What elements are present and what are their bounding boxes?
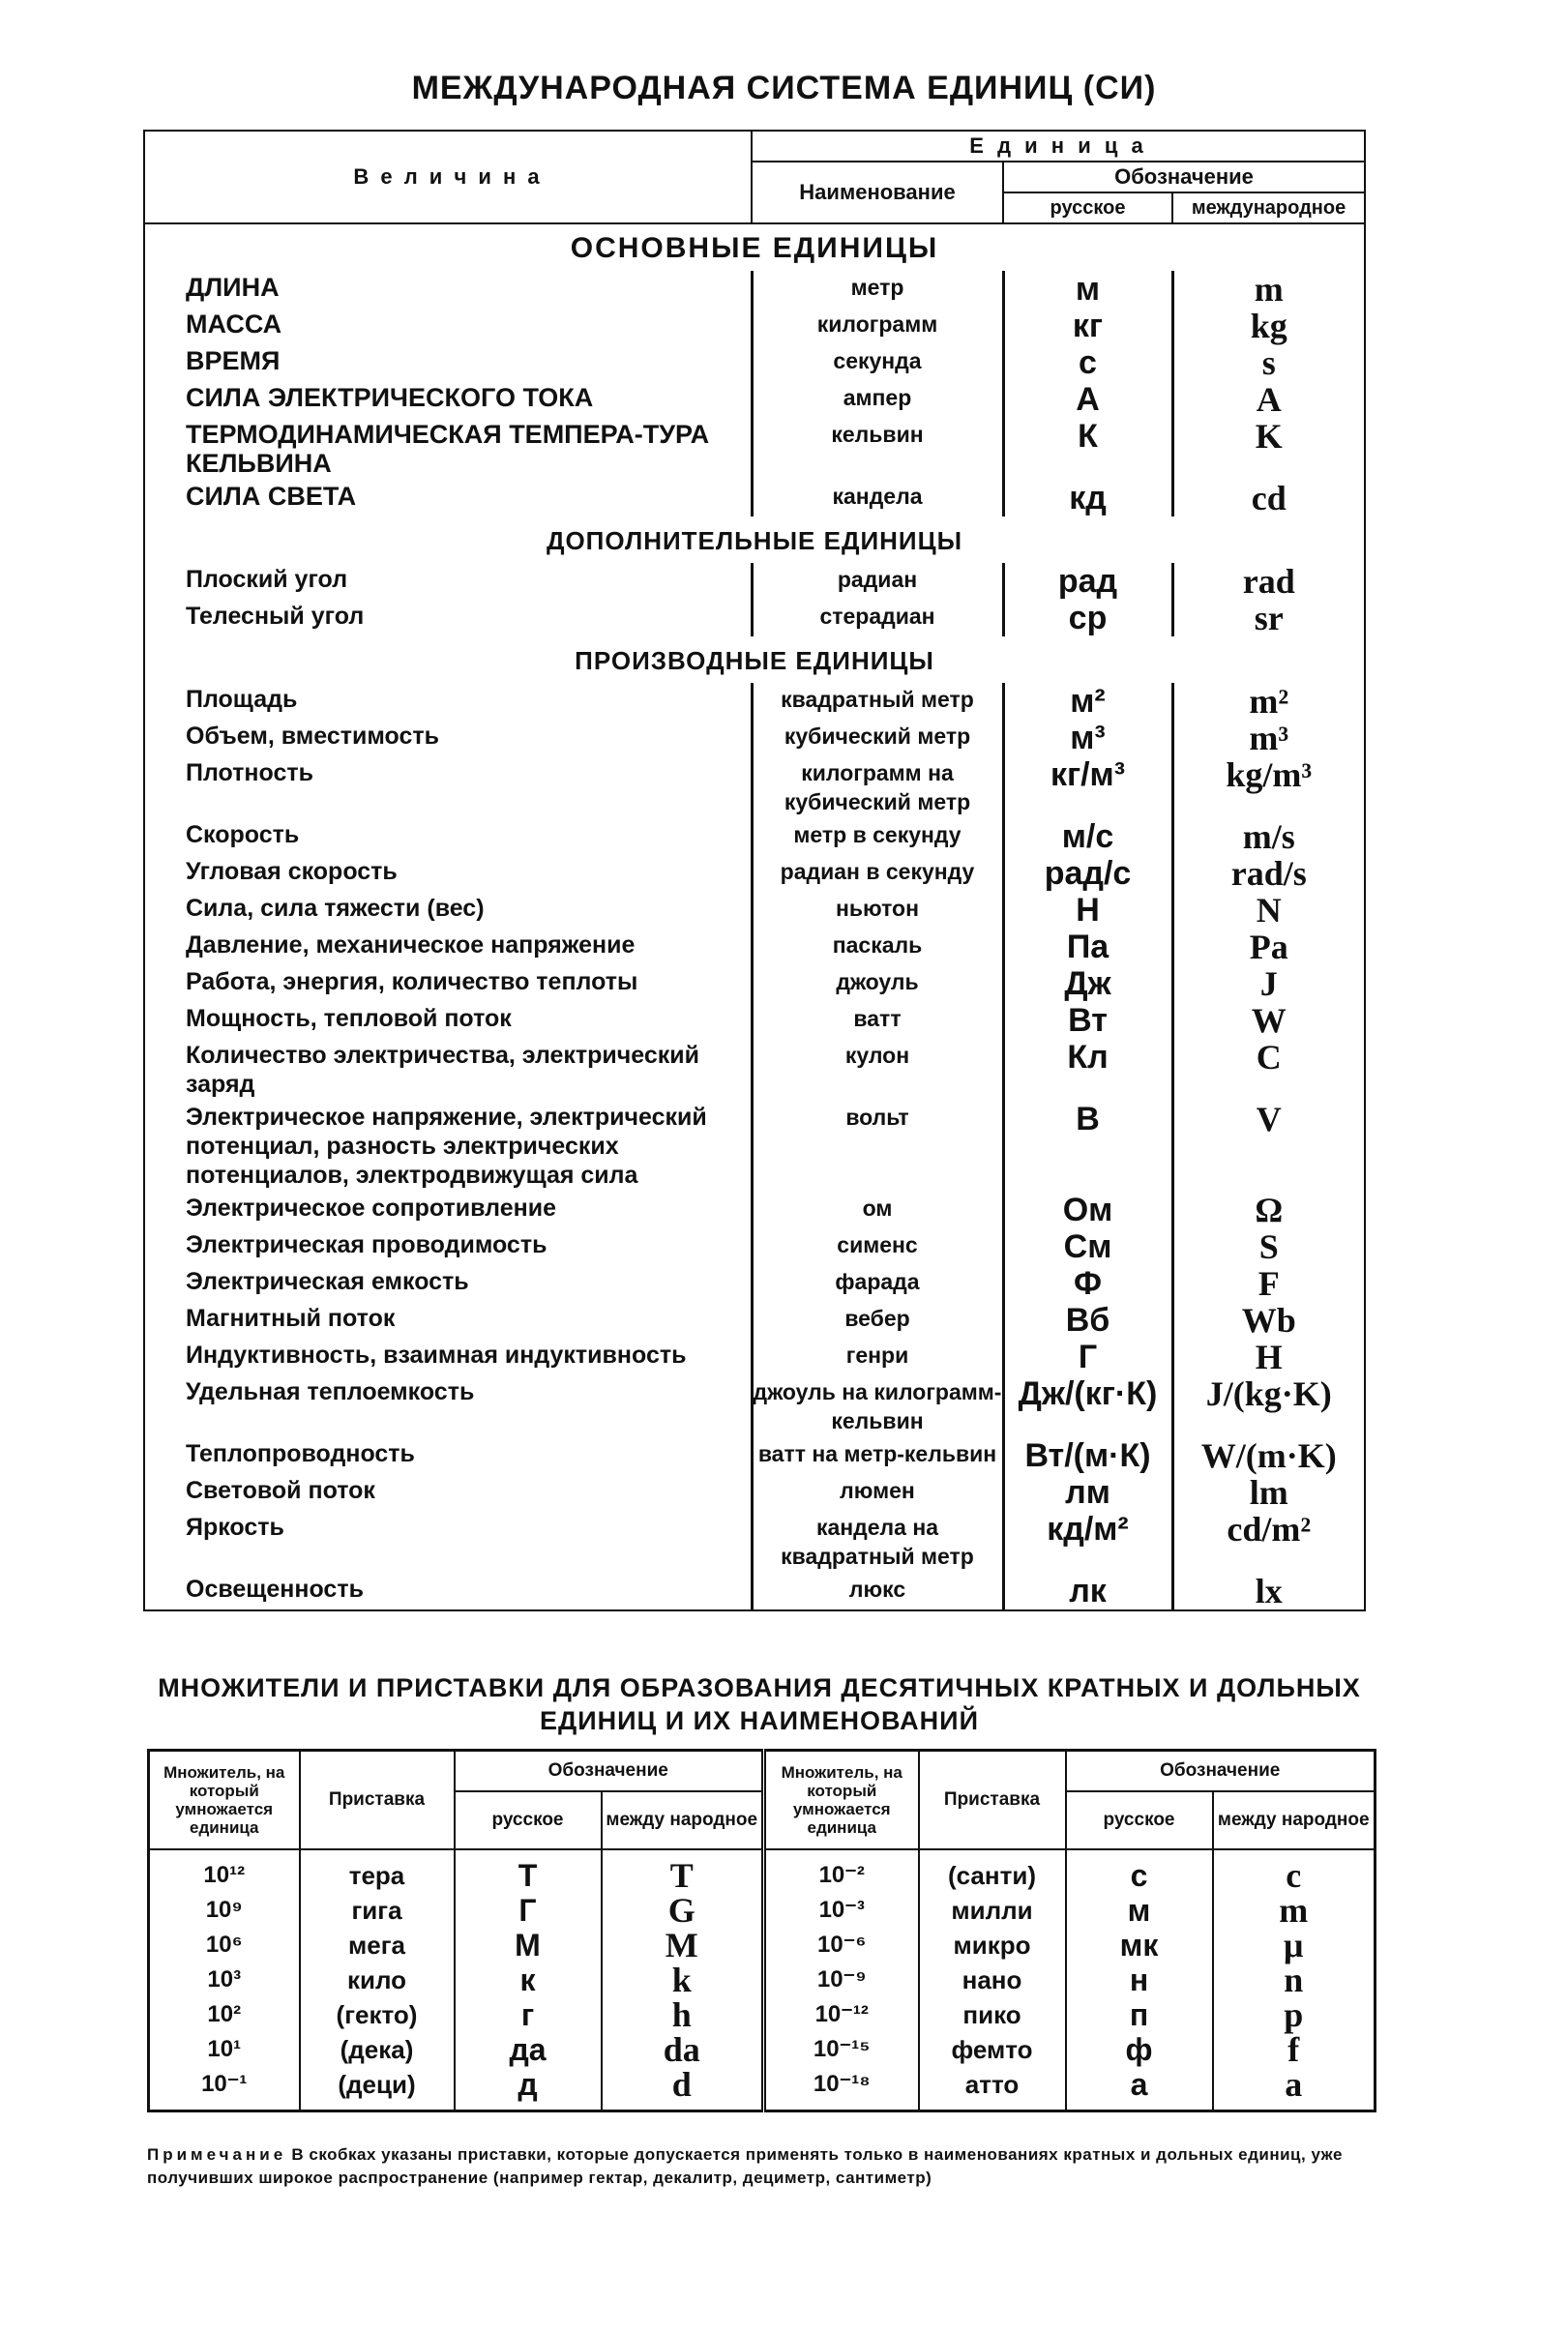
prefix-row xyxy=(149,1928,1376,1963)
international-symbol-right: c xyxy=(1213,1849,1376,1893)
multiplier-right: 10⁻² xyxy=(764,1849,919,1893)
russian-symbol-cell: А xyxy=(1003,381,1172,418)
russian-symbol-cell: Па xyxy=(1003,929,1172,965)
unit-name-cell: вебер xyxy=(752,1302,1003,1339)
international-symbol-cell: kg/m³ xyxy=(1172,756,1365,818)
prefix-name-left: гига xyxy=(300,1893,455,1928)
quantity-cell: Плоский угол xyxy=(186,566,348,593)
unit-name-cell: вольт xyxy=(752,1101,1003,1192)
quantity-cell: Объем, вместимость xyxy=(186,723,439,750)
unit-name-cell: кельвин xyxy=(752,418,1003,480)
prefix-name-left: мега xyxy=(300,1928,455,1963)
international-symbol-cell: H xyxy=(1172,1339,1365,1375)
quantity-cell: СИЛА ЭЛЕКТРИЧЕСКОГО ТОКА xyxy=(186,383,594,412)
unit-name-cell: ом xyxy=(752,1192,1003,1228)
prefix-name-right: микро xyxy=(919,1928,1066,1963)
unit-name-cell: джоуль xyxy=(752,965,1003,1002)
unit-name-cell: ампер xyxy=(752,381,1003,418)
pf-header-multiplier-right: Множитель, на который умножается единица xyxy=(764,1751,919,1850)
prefix-name-right: милли xyxy=(919,1893,1066,1928)
russian-symbol-cell: м² xyxy=(1003,683,1172,720)
prefix-name-right: пико xyxy=(919,1997,1066,2032)
header-russian: русское xyxy=(1003,192,1172,223)
quantity-cell: Электрическое напряжение, электрический потенциал, разность электрических потенциалов, электродвижущая сила xyxy=(186,1104,707,1189)
quantity-cell: Телесный угол xyxy=(186,603,365,630)
unit-name-cell: кандела на квадратный метр xyxy=(752,1511,1003,1573)
international-symbol-cell: rad xyxy=(1172,563,1365,600)
quantity-cell: Мощность, тепловой поток xyxy=(186,1005,512,1032)
international-symbol-cell: V xyxy=(1172,1101,1365,1192)
unit-row xyxy=(144,1265,1365,1302)
unit-row xyxy=(144,1228,1365,1265)
multiplier-left: 10⁻¹ xyxy=(149,2067,300,2111)
russian-symbol-cell: кг xyxy=(1003,308,1172,344)
russian-symbol-cell: лм xyxy=(1003,1474,1172,1511)
unit-name-cell: радиан xyxy=(752,563,1003,600)
multiplier-right: 10⁻¹⁸ xyxy=(764,2067,919,2111)
unit-name-cell: ньютон xyxy=(752,892,1003,929)
russian-symbol-cell: кг/м³ xyxy=(1003,756,1172,818)
unit-row xyxy=(144,1302,1365,1339)
unit-name-cell: секунда xyxy=(752,344,1003,381)
unit-row xyxy=(144,381,1365,418)
unit-row xyxy=(144,1192,1365,1228)
international-symbol-left: d xyxy=(602,2067,764,2111)
pf-header-prefix-left: Приставка xyxy=(300,1751,455,1850)
footnote xyxy=(147,2143,1376,2190)
unit-name-cell: радиан в секунду xyxy=(752,855,1003,892)
russian-symbol-cell: ср xyxy=(1003,600,1172,636)
quantity-cell: Световой поток xyxy=(186,1477,375,1504)
unit-row xyxy=(144,480,1365,517)
russian-symbol-cell: м xyxy=(1003,271,1172,308)
russian-symbol-right: ф xyxy=(1066,2032,1213,2067)
international-symbol-left: G xyxy=(602,1893,764,1928)
international-symbol-right: p xyxy=(1213,1997,1376,2032)
russian-symbol-right: н xyxy=(1066,1963,1213,1997)
russian-symbol-cell: м/с xyxy=(1003,818,1172,855)
international-symbol-cell: J xyxy=(1172,965,1365,1002)
unit-name-cell: килограмм xyxy=(752,308,1003,344)
pf-header-designation-left: Обозначение xyxy=(455,1751,764,1792)
header-designation: Обозначение xyxy=(1003,162,1365,192)
quantity-cell: Электрическое сопротивление xyxy=(186,1195,556,1222)
russian-symbol-cell: м³ xyxy=(1003,720,1172,756)
international-symbol-left: h xyxy=(602,1997,764,2032)
prefix-name-left: (дека) xyxy=(300,2032,455,2067)
international-symbol-cell: J/(kg·K) xyxy=(1172,1375,1365,1437)
prefix-row xyxy=(149,1963,1376,1997)
russian-symbol-left: к xyxy=(455,1963,602,1997)
international-symbol-left: M xyxy=(602,1928,764,1963)
multiplier-right: 10⁻⁹ xyxy=(764,1963,919,1997)
quantity-cell: СИЛА СВЕТА xyxy=(186,482,357,511)
quantity-cell: Давление, механическое напряжение xyxy=(186,931,636,959)
quantity-cell: ВРЕМЯ xyxy=(186,346,281,375)
section-supplementary: ДОПОЛНИТЕЛЬНЫЕ ЕДИНИЦЫ xyxy=(546,526,963,555)
pf-header-russian-right: русское xyxy=(1066,1791,1213,1849)
prefix-row xyxy=(149,1893,1376,1928)
prefix-name-right: фемто xyxy=(919,2032,1066,2067)
international-symbol-right: f xyxy=(1213,2032,1376,2067)
russian-symbol-left: д xyxy=(455,2067,602,2111)
international-symbol-cell: kg xyxy=(1172,308,1365,344)
unit-row xyxy=(144,344,1365,381)
international-symbol-cell: W xyxy=(1172,1002,1365,1039)
multiplier-left: 10⁹ xyxy=(149,1893,300,1928)
unit-name-cell: сименс xyxy=(752,1228,1003,1265)
quantity-cell: Сила, сила тяжести (вес) xyxy=(186,895,485,922)
russian-symbol-cell: рад xyxy=(1003,563,1172,600)
international-symbol-cell: Pa xyxy=(1172,929,1365,965)
quantity-cell: Угловая скорость xyxy=(186,858,398,885)
russian-symbol-right: мк xyxy=(1066,1928,1213,1963)
quantity-cell: Яркость xyxy=(186,1514,284,1541)
multiplier-left: 10³ xyxy=(149,1963,300,1997)
prefix-table-title: МНОЖИТЕЛИ И ПРИСТАВКИ ДЛЯ ОБРАЗОВАНИЯ ДЕСЯТИЧНЫХ КРАТНЫХ И ДОЛЬНЫХ ЕДИНИЦ И ИХ НАИМЕНОВАНИЙ xyxy=(158,1673,1361,1735)
unit-name-cell: паскаль xyxy=(752,929,1003,965)
international-symbol-right: μ xyxy=(1213,1928,1376,1963)
unit-row xyxy=(144,1375,1365,1437)
unit-row xyxy=(144,308,1365,344)
international-symbol-left: da xyxy=(602,2032,764,2067)
multiplier-left: 10⁶ xyxy=(149,1928,300,1963)
russian-symbol-left: М xyxy=(455,1928,602,1963)
unit-row xyxy=(144,1101,1365,1192)
international-symbol-cell: cd xyxy=(1172,480,1365,517)
unit-name-cell: люкс xyxy=(752,1573,1003,1610)
quantity-cell: Освещенность xyxy=(186,1576,364,1603)
russian-symbol-cell: кд xyxy=(1003,480,1172,517)
russian-symbol-cell: кд/м² xyxy=(1003,1511,1172,1573)
unit-name-cell: метр xyxy=(752,271,1003,308)
russian-symbol-cell: Вт xyxy=(1003,1002,1172,1039)
russian-symbol-cell: Кл xyxy=(1003,1039,1172,1101)
unit-name-cell: ватт xyxy=(752,1002,1003,1039)
international-symbol-right: m xyxy=(1213,1893,1376,1928)
page-title: МЕЖДУНАРОДНАЯ СИСТЕМА ЕДИНИЦ (СИ) xyxy=(411,70,1157,106)
russian-symbol-cell: Ом xyxy=(1003,1192,1172,1228)
unit-name-cell: метр в секунду xyxy=(752,818,1003,855)
unit-row xyxy=(144,929,1365,965)
international-symbol-cell: Ω xyxy=(1172,1192,1365,1228)
unit-row xyxy=(144,1339,1365,1375)
prefix-name-left: кило xyxy=(300,1963,455,1997)
international-symbol-cell: lm xyxy=(1172,1474,1365,1511)
unit-name-cell: люмен xyxy=(752,1474,1003,1511)
international-symbol-cell: cd/m² xyxy=(1172,1511,1365,1573)
russian-symbol-right: а xyxy=(1066,2067,1213,2111)
quantity-cell: Площадь xyxy=(186,686,298,713)
international-symbol-cell: K xyxy=(1172,418,1365,480)
unit-row xyxy=(144,1474,1365,1511)
si-units-table xyxy=(143,130,1366,1611)
international-symbol-cell: s xyxy=(1172,344,1365,381)
unit-row xyxy=(144,418,1365,480)
russian-symbol-cell: В xyxy=(1003,1101,1172,1192)
international-symbol-cell: m/s xyxy=(1172,818,1365,855)
unit-name-cell: квадратный метр xyxy=(752,683,1003,720)
section-basic: ОСНОВНЫЕ ЕДИНИЦЫ xyxy=(570,232,939,264)
russian-symbol-cell: См xyxy=(1003,1228,1172,1265)
unit-name-cell: кулон xyxy=(752,1039,1003,1101)
international-symbol-right: n xyxy=(1213,1963,1376,1997)
unit-row xyxy=(144,1573,1365,1610)
unit-row xyxy=(144,1437,1365,1474)
russian-symbol-cell: Ф xyxy=(1003,1265,1172,1302)
quantity-cell: Магнитный поток xyxy=(186,1305,396,1332)
quantity-cell: Электрическая проводимость xyxy=(186,1231,547,1258)
international-symbol-cell: lx xyxy=(1172,1573,1365,1610)
pf-header-designation-right: Обозначение xyxy=(1066,1751,1376,1792)
unit-name-cell: джоуль на килограмм-кельвин xyxy=(752,1375,1003,1437)
header-international: международное xyxy=(1172,192,1365,223)
multiplier-right: 10⁻¹⁵ xyxy=(764,2032,919,2067)
quantity-cell: Теплопроводность xyxy=(186,1440,415,1467)
russian-symbol-cell: Дж xyxy=(1003,965,1172,1002)
pf-header-international-right: между народное xyxy=(1213,1791,1376,1849)
unit-row xyxy=(144,1039,1365,1101)
multiplier-right: 10⁻³ xyxy=(764,1893,919,1928)
quantity-cell: ТЕРМОДИНАМИЧЕСКАЯ ТЕМПЕРА-ТУРА КЕЛЬВИНА xyxy=(186,420,710,478)
unit-name-cell: килограмм на кубический метр xyxy=(752,756,1003,818)
international-symbol-cell: C xyxy=(1172,1039,1365,1101)
quantity-cell: Плотность xyxy=(186,759,313,786)
unit-row xyxy=(144,1511,1365,1573)
pf-header-russian-left: русское xyxy=(455,1791,602,1849)
russian-symbol-cell: с xyxy=(1003,344,1172,381)
international-symbol-cell: A xyxy=(1172,381,1365,418)
unit-name-cell: фарада xyxy=(752,1265,1003,1302)
unit-name-cell: генри xyxy=(752,1339,1003,1375)
prefix-name-right: нано xyxy=(919,1963,1066,1997)
international-symbol-cell: F xyxy=(1172,1265,1365,1302)
unit-name-cell: кандела xyxy=(752,480,1003,517)
prefix-name-left: тера xyxy=(300,1849,455,1893)
russian-symbol-left: да xyxy=(455,2032,602,2067)
prefix-name-right: (санти) xyxy=(919,1849,1066,1893)
unit-name-cell: кубический метр xyxy=(752,720,1003,756)
international-symbol-cell: S xyxy=(1172,1228,1365,1265)
russian-symbol-left: Т xyxy=(455,1849,602,1893)
footnote-text: В скобках указаны приставки, которые допускается применять только в наименованиях кратных и дольных единиц, уже получивших широкое распространение (например гектар, декалитр, дециметр, сантиметр) xyxy=(147,2145,1343,2187)
russian-symbol-right: с xyxy=(1066,1849,1213,1893)
russian-symbol-cell: Вт/(м·К) xyxy=(1003,1437,1172,1474)
international-symbol-cell: N xyxy=(1172,892,1365,929)
international-symbol-cell: m³ xyxy=(1172,720,1365,756)
quantity-cell: Удельная теплоемкость xyxy=(186,1378,475,1405)
multiplier-left: 10¹² xyxy=(149,1849,300,1893)
header-unit: Е д и н и ц а xyxy=(752,131,1365,162)
russian-symbol-cell: Н xyxy=(1003,892,1172,929)
russian-symbol-cell: Г xyxy=(1003,1339,1172,1375)
unit-row xyxy=(144,855,1365,892)
quantity-cell: Электрическая емкость xyxy=(186,1268,469,1295)
prefix-name-left: (гекто) xyxy=(300,1997,455,2032)
quantity-cell: Работа, энергия, количество теплоты xyxy=(186,968,638,995)
quantity-cell: Скорость xyxy=(186,821,300,848)
international-symbol-cell: W/(m·K) xyxy=(1172,1437,1365,1474)
russian-symbol-left: Г xyxy=(455,1893,602,1928)
russian-symbol-right: м xyxy=(1066,1893,1213,1928)
unit-row xyxy=(144,965,1365,1002)
prefix-row xyxy=(149,2032,1376,2067)
international-symbol-right: a xyxy=(1213,2067,1376,2111)
unit-row xyxy=(144,756,1365,818)
unit-row xyxy=(144,818,1365,855)
prefix-name-left: (деци) xyxy=(300,2067,455,2111)
pf-header-prefix-right: Приставка xyxy=(919,1751,1066,1850)
multiplier-right: 10⁻¹² xyxy=(764,1997,919,2032)
quantity-cell: ДЛИНА xyxy=(186,273,280,302)
prefix-row xyxy=(149,2067,1376,2111)
international-symbol-cell: Wb xyxy=(1172,1302,1365,1339)
unit-row xyxy=(144,720,1365,756)
international-symbol-left: k xyxy=(602,1963,764,1997)
multiplier-left: 10¹ xyxy=(149,2032,300,2067)
russian-symbol-left: г xyxy=(455,1997,602,2032)
quantity-cell: Количество электричества, электрический заряд xyxy=(186,1042,700,1098)
russian-symbol-right: п xyxy=(1066,1997,1213,2032)
footnote-label: Примечание xyxy=(147,2145,287,2164)
unit-name-cell: ватт на метр-кельвин xyxy=(752,1437,1003,1474)
russian-symbol-cell: лк xyxy=(1003,1573,1172,1610)
russian-symbol-cell: Дж/(кг·К) xyxy=(1003,1375,1172,1437)
multiplier-left: 10² xyxy=(149,1997,300,2032)
header-quantity: В е л и ч и н а xyxy=(144,131,752,223)
unit-row xyxy=(144,1002,1365,1039)
header-name: Наименование xyxy=(752,162,1003,223)
international-symbol-left: T xyxy=(602,1849,764,1893)
unit-row xyxy=(144,892,1365,929)
unit-row xyxy=(144,600,1365,636)
russian-symbol-cell: рад/с xyxy=(1003,855,1172,892)
prefix-row xyxy=(149,1849,1376,1893)
section-derived: ПРОИЗВОДНЫЕ ЕДИНИЦЫ xyxy=(575,646,934,675)
unit-row xyxy=(144,271,1365,308)
prefix-table xyxy=(147,1749,1376,2112)
prefix-row xyxy=(149,1997,1376,2032)
quantity-cell: Индуктивность, взаимная индуктивность xyxy=(186,1342,687,1369)
international-symbol-cell: m² xyxy=(1172,683,1365,720)
unit-row xyxy=(144,683,1365,720)
international-symbol-cell: rad/s xyxy=(1172,855,1365,892)
multiplier-right: 10⁻⁶ xyxy=(764,1928,919,1963)
russian-symbol-cell: К xyxy=(1003,418,1172,480)
international-symbol-cell: sr xyxy=(1172,600,1365,636)
pf-header-international-left: между народное xyxy=(602,1791,764,1849)
unit-name-cell: стерадиан xyxy=(752,600,1003,636)
pf-header-multiplier-left: Множитель, на который умножается единица xyxy=(149,1751,300,1850)
russian-symbol-cell: Вб xyxy=(1003,1302,1172,1339)
unit-row xyxy=(144,563,1365,600)
international-symbol-cell: m xyxy=(1172,271,1365,308)
prefix-name-right: атто xyxy=(919,2067,1066,2111)
quantity-cell: МАССА xyxy=(186,310,282,339)
